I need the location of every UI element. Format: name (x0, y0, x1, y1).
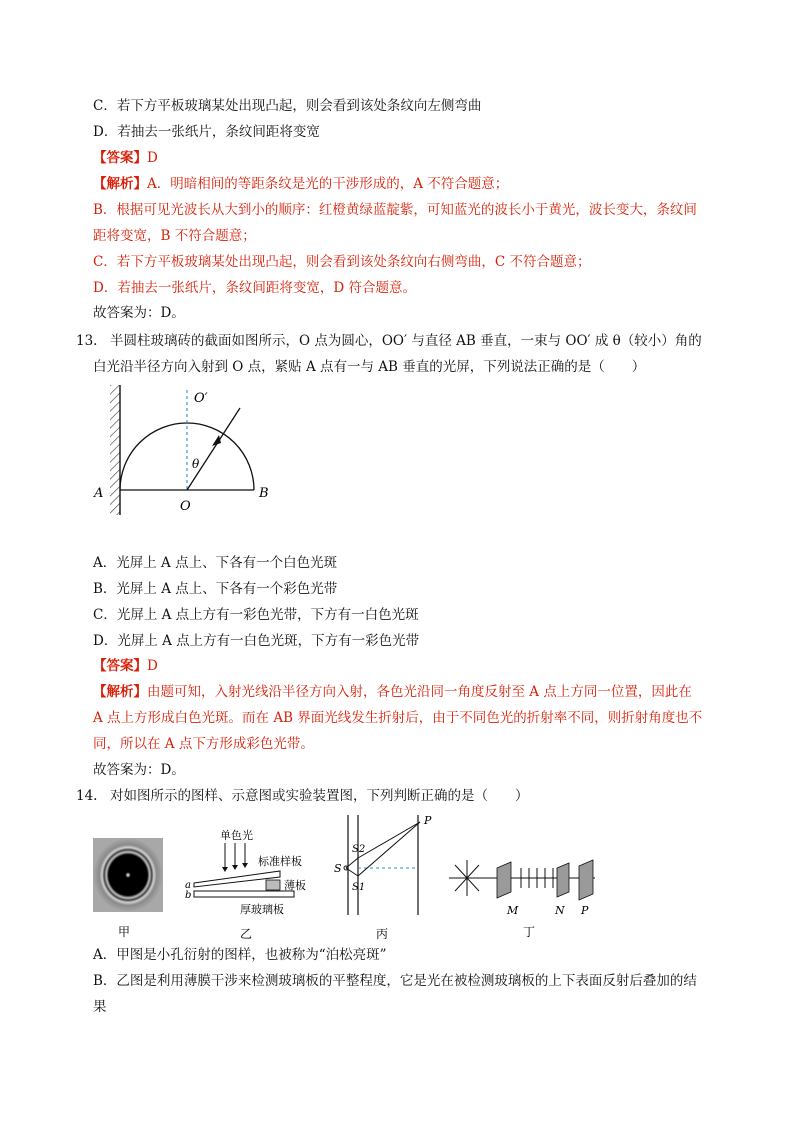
arrow-icon (212, 435, 221, 446)
q13-option-c: C．光屏上 A 点上方有一彩色光带，下方有一白色光斑 (93, 607, 419, 623)
q14-stem: 对如图所示的图样、示意图或实验装置图，下列判断正确的是（ ） (110, 788, 529, 804)
label-o: O (180, 499, 191, 514)
label-standard: 标准样板 (258, 855, 302, 868)
analysis-tag: 【解析】 (93, 684, 147, 700)
label-a: A (94, 486, 104, 501)
label-s: S (334, 862, 342, 875)
label-thick: 厚玻璃板 (240, 903, 284, 916)
q12-analysis-4: C．若下方平板玻璃某处出现凸起，则会看到该处条纹向右侧弯曲，C 不符合题意； (93, 254, 591, 270)
diffraction-pattern (93, 838, 163, 912)
analysis-tag: 【解析】 (93, 176, 147, 192)
q13-option-b: B．光屏上 A 点上、下各有一个彩色光带 (93, 581, 338, 597)
q13-stem-2: 白光沿半径方向入射到 O 点，紧贴 A 点有一与 AB 垂直的光屏，下列说法正确的是（ ） (93, 359, 646, 375)
q12-answer (93, 148, 158, 168)
polarizer-m (497, 862, 511, 898)
light-source-icon (449, 860, 485, 896)
q13-analysis-3: 同，所以在 A 点下方形成彩色光带。 (93, 736, 314, 752)
q13-option-d: D．光屏上 A 点上方有一白色光斑，下方有一彩色光带 (93, 633, 420, 649)
label-p-bing: P (424, 814, 432, 827)
q12-option-d: D．若抽去一张纸片，条纹间距将变宽 (93, 124, 320, 140)
q13-option-a: A．光屏上 A 点上、下各有一个白色光斑 (93, 555, 338, 571)
label-s1: S1 (352, 882, 366, 893)
polarizer-n (557, 863, 569, 897)
figure-yi (180, 825, 320, 940)
q14-number: 14. (76, 788, 98, 804)
label-m: M (507, 904, 519, 917)
q13-number: 13. (76, 333, 98, 349)
thick-glass (194, 891, 294, 897)
label-ding: 丁 (523, 925, 536, 939)
label-o-prime: O′ (194, 391, 208, 406)
label-p-ding: P (581, 904, 589, 917)
label-theta: θ (192, 457, 200, 471)
q12-analysis-5: D．若抽去一张纸片，条纹间距将变宽，D 符合题意。 (93, 280, 416, 296)
q12-analysis-1 (93, 174, 508, 194)
answer-value: D (147, 150, 158, 166)
q13-stem-1: 半圆柱玻璃砖的截面如图所示，O 点为圆心，OO′ 与直径 AB 垂直，一束与 OO′ 成 θ（较小）角的 (110, 333, 702, 349)
analysis-text: 由题可知，入射光线沿半径方向入射，各色光沿同一角度反射至 A 点上方同一位置，因此在 (147, 684, 692, 700)
label-yi: 乙 (240, 927, 253, 940)
answer-tag: 【答案】 (93, 658, 147, 674)
q14-option-a: A．甲图是小孔衍射的图样，也被称为“泊松亮斑” (93, 947, 387, 963)
label-monochrome: 单色光 (220, 829, 253, 842)
incident-ray (187, 408, 240, 490)
label-bing: 丙 (376, 927, 389, 940)
q12-conclusion: 故答案为：D。 (93, 305, 185, 321)
label-a-small: a (185, 880, 191, 891)
q12-analysis-2: B．根据可见光波长从大到小的顺序：红橙黄绿蓝靛紫，可知蓝光的波长小于黄光，波长变大，条纹间 (93, 202, 697, 218)
label-n: N (555, 904, 565, 917)
label-thin: 薄板 (284, 879, 306, 892)
figure-bing (328, 810, 438, 940)
answer-value: D (147, 658, 158, 674)
q13-figure (90, 380, 290, 525)
label-s2: S2 (352, 844, 366, 855)
q13-answer (93, 656, 158, 676)
q12-analysis-3: 距将变宽，B 不符合题意； (93, 228, 256, 244)
q14-option-b-1: B．乙图是利用薄膜干涉来检测玻璃板的平整程度，它是光在被检测玻璃板的上下表面反射后叠加的结 (93, 973, 697, 989)
q13-conclusion: 故答案为：D。 (93, 762, 185, 778)
label-b-small: b (185, 890, 192, 901)
label-jia: 甲 (118, 925, 131, 938)
figure-ding (445, 850, 605, 940)
analysis-text: A．明暗相间的等距条纹是光的干涉形成的，A 不符合题意； (147, 176, 509, 192)
q13-analysis-2: A 点上方形成白色光斑。而在 AB 界面光线发生折射后，由于不同色光的折射率不同，则折射角度也不 (93, 710, 703, 726)
screen-hatch (110, 385, 120, 515)
thin-sheet (266, 880, 280, 890)
q14-option-b-2: 果 (93, 999, 107, 1015)
screen-p (579, 860, 593, 900)
q12-option-c: C．若下方平板玻璃某处出现凸起，则会看到该处条纹向左侧弯曲 (93, 98, 482, 114)
answer-tag: 【答案】 (93, 150, 147, 166)
q13-analysis-1 (93, 682, 692, 702)
ray-s2-p (358, 822, 420, 858)
label-b: B (259, 486, 269, 501)
figure-jia (93, 838, 165, 938)
